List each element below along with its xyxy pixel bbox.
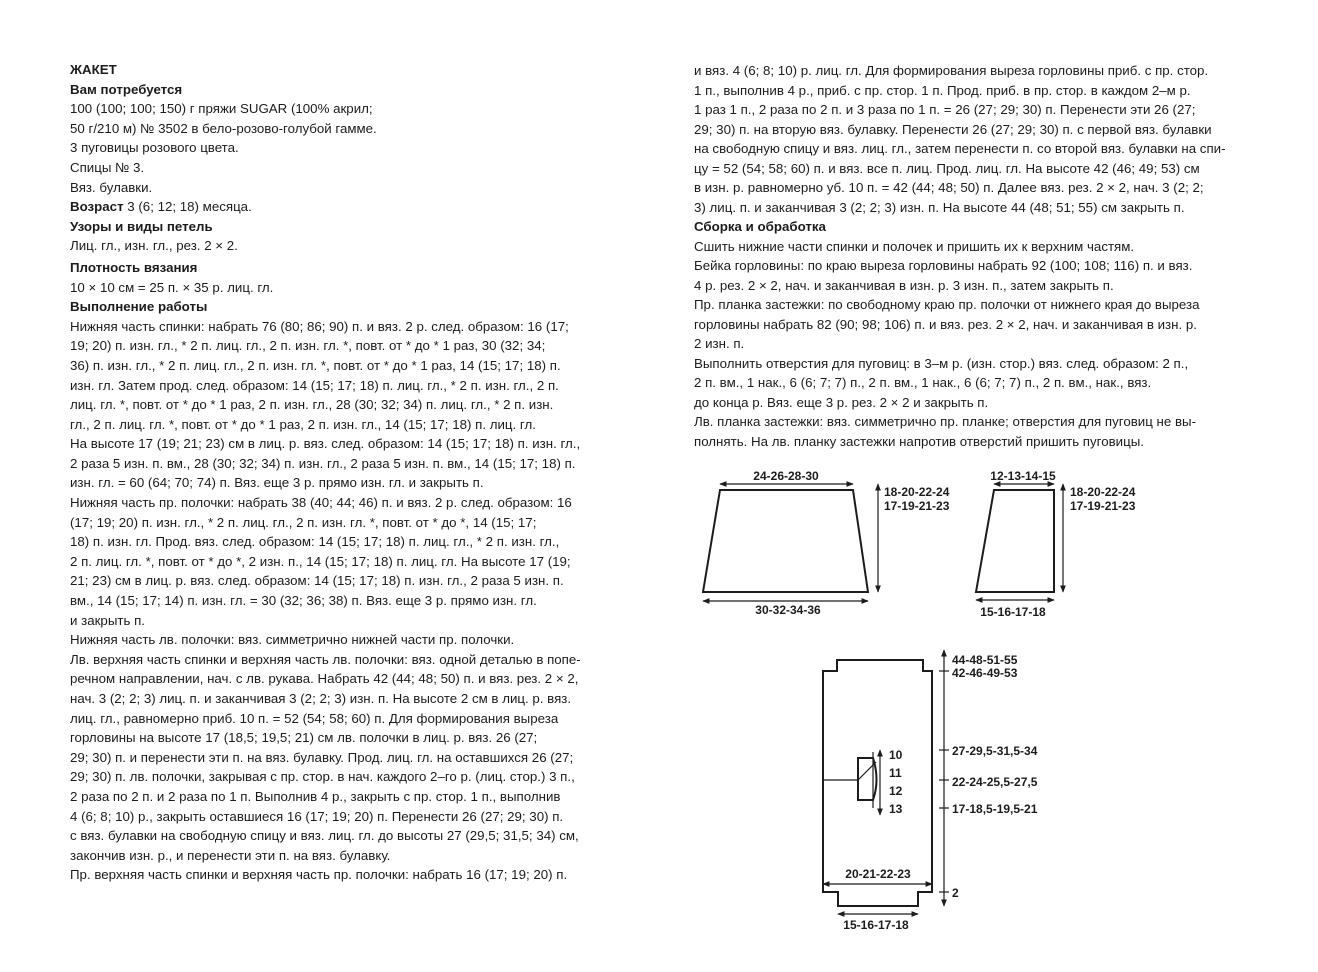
back-top-width: 24-26-28-30	[753, 469, 819, 483]
text-line: 4 р. рез. 2 × 2, нач. и заканчивая в изн. р. 3 изн. п., затем закрыть п.	[694, 277, 1114, 293]
back-bottom-width: 30-32-34-36	[755, 603, 821, 617]
text-line: 2 раза по 2 п. и 2 раза по 1 п. Выполнив 4 р., закрыть с пр. стор. 1 п., выполнив	[70, 788, 561, 804]
text-line: Нижняя часть лв. полочки: вяз. симметрично нижней части пр. полочки.	[70, 632, 515, 648]
text-line: нач. 3 (2; 2; 3) лиц. п. и заканчивая 3 (2; 2; 3) изн. п. На высоте 2 см в лиц. р. вяз.	[70, 691, 572, 706]
text-line: лиц. гл. *, повт. от * до * 1 раз, 2 п. изн. гл., 28 (30; 32; 34) п. лиц. гл., * 2 п. изн.	[70, 397, 554, 413]
text-line: цу = 52 (54; 58; 60) п. и вяз. все п. лиц. Прод. лиц. гл. На высоте 42 (46; 49; 53) см	[694, 160, 1200, 176]
text-line: 3 пуговицы розового цвета.	[70, 140, 239, 156]
text-line: Спицы № 3.	[70, 159, 145, 175]
text-line: до конца р. Вяз. еще 3 р. рез. 2 × 2 и закрыть п.	[694, 394, 989, 410]
text-line: гл., 2 п. лиц. гл. *, повт. от * до * 1 раз, 2 п. изн. гл., 14 (15; 17; 18) п. лиц. гл.	[70, 416, 536, 432]
text-line: Выполнить отверстия для пуговиц: в 3–м р. (изн. стор.) вяз. след. образом: 2 п.,	[694, 355, 1189, 371]
text-line: 29; 30) п. лв. полочки, закрывая с пр. стор. в нач. каждого 2–го р. (лиц. стор.) 3 п.,	[70, 769, 575, 785]
text-line: 2 п. лиц. гл. *, повт. от * до *, 2 изн. п., 14 (15; 17; 18) п. лиц. гл. На высоте 17 (19;	[70, 553, 571, 569]
text-line: 18) п. изн. гл. Прод. вяз. след. образом: 14 (15; 17; 18) п. лиц. гл., * 2 п. изн. гл.,	[70, 534, 560, 550]
text-line: лиц. гл., равномерно приб. 10 п. = 52 (54; 58; 60) п. Для формирования выреза	[70, 710, 559, 726]
neck-step-4: 13	[889, 802, 903, 816]
text-line: закончив изн. р., и перенести эти п. на вяз. булавку.	[70, 847, 391, 863]
text-line: Сшить нижние части спинки и полочек и пришить их к верхним частям.	[694, 238, 1135, 254]
front-height-2: 17-19-21-23	[1070, 499, 1136, 513]
text-line: полнять. На лв. планку застежки напротив отверстий пришить пуговицы.	[694, 433, 1144, 449]
text-line: Лиц. гл., изн. гл., рез. 2 × 2.	[70, 238, 238, 254]
text-line: Лв. планка застежки: вяз. симметрично пр. планке; отверстия для пуговиц не вы-	[694, 414, 1197, 429]
text-line: 50 г/210 м) № 3502 в бело-розово-голубой гамме.	[70, 120, 377, 136]
text-line: и вяз. 4 (6; 8; 10) р. лиц. гл. Для формирования выреза горловины приб. с пр. стор.	[694, 63, 1209, 78]
text-line: 100 (100; 100; 150) г пряжи SUGAR (100% акрил;	[70, 101, 373, 117]
text-line: 19; 20) п. изн. гл., * 2 п. лиц. гл., 2 п. изн. гл. *, повт. от * до * 1 раз, 30 (32; 34;	[70, 338, 546, 354]
text-line: 2 п. вм., 1 нак., 6 (6; 7; 7) п., 2 п. вм., 1 нак., 6 (6; 7; 7) п., 2 п. вм., нак., вяз.	[694, 375, 1152, 390]
neck-step-3: 12	[889, 784, 903, 798]
section-heading: Узоры и виды петель	[70, 218, 213, 234]
text-line: с вяз. булавки на свободную спицу и вяз. лиц. гл. до высоты 27 (29,5; 31,5; 34) см,	[70, 828, 579, 844]
section-heading: Вам потребуется	[70, 81, 183, 97]
upper-height-low: 17-18,5-19,5-21	[952, 802, 1038, 816]
text-line: 29; 30) п. на вторую вяз. булавку. Перенести 26 (27; 29; 30) п. с первой вяз. булавки	[694, 121, 1212, 137]
text-line: Нижняя часть спинки: набрать 76 (80; 86; 90) п. и вяз. 2 р. след. образом: 16 (17;	[70, 318, 569, 334]
upper-height-total-1: 44-48-51-55	[952, 653, 1018, 667]
back-lower-diagram	[703, 469, 950, 617]
front-height-1: 18-20-22-24	[1070, 485, 1136, 499]
text-line: на свободную спицу и вяз. лиц. гл., затем перенести п. со второй вяз. булавки на спи-	[694, 141, 1226, 156]
text-line: Нижняя часть пр. полочки: набрать 38 (40; 44; 46) п. и вяз. 2 р. след. образом: 16	[70, 495, 572, 511]
upper-body-width: 20-21-22-23	[845, 867, 911, 881]
text-line: Лв. верхняя часть спинки и верхняя часть лв. полочки: вяз. одной деталью в попе-	[70, 651, 581, 667]
upper-piece-diagram	[823, 650, 1038, 932]
text-line: 10 × 10 см = 25 п. × 35 р. лиц. гл.	[70, 279, 274, 295]
text-line: (17; 19; 20) п. изн. гл., * 2 п. лиц. гл., 2 п. изн. гл. *, повт. от * до *, 14 (15; 17;	[70, 514, 537, 530]
front-lower-shape	[976, 490, 1054, 592]
upper-height-mid: 22-24-25,5-27,5	[952, 775, 1038, 789]
front-lower-diagram	[976, 469, 1136, 619]
front-top-width: 12-13-14-15	[990, 469, 1056, 483]
text-line: Вяз. булавки.	[70, 179, 153, 195]
back-height-2: 17-19-21-23	[884, 499, 950, 513]
text-line: Возраст 3 (6; 12; 18) месяца.	[70, 199, 252, 215]
text-line: 36) п. изн. гл., * 2 п. лиц. гл., 2 п. изн. гл. *, повт. от * до * 1 раз, 14 (15; 17; 18) п.	[70, 357, 561, 373]
upper-cuff-width: 15-16-17-18	[843, 918, 909, 932]
text-line: 1 раз 1 п., 2 раза по 2 п. и 3 раза по 1 п. = 26 (27; 29; 30) п. Перенести эти 26 (27;	[694, 102, 1196, 117]
text-line: На высоте 17 (19; 21; 23) см в лиц. р. вяз. след. образом: 14 (15; 17; 18) п. изн. гл.,	[70, 436, 581, 452]
text-line: 4 (6; 8; 10) р., закрыть оставшиеся 16 (17; 19; 20) п. Перенести 26 (27; 29; 30) п.	[70, 808, 564, 824]
text-line: вм., 14 (15; 17; 14) п. изн. гл. = 30 (32; 36; 38) п. Вяз. еще 3 р. прямо изн. гл.	[70, 593, 537, 609]
text-line: изн. гл. Затем прод. след. образом: 14 (15; 17; 18) п. лиц. гл., * 2 п. изн. гл., 2 п.	[70, 377, 559, 393]
upper-height-rib: 2	[952, 886, 959, 900]
text-line: 21; 23) см в лиц. р. вяз. след. образом: 14 (15; 17; 18) п. изн. гл., 2 раза 5 изн. п.	[70, 573, 564, 589]
text-line: 2 изн. п.	[694, 336, 745, 351]
upper-height-neck: 27-29,5-31,5-34	[952, 744, 1038, 758]
back-height-1: 18-20-22-24	[884, 485, 950, 499]
section-heading: ЖАКЕТ	[70, 62, 117, 77]
text-line: Пр. верхняя часть спинки и верхняя часть пр. полочки: набрать 16 (17; 19; 20) п.	[70, 867, 568, 883]
section-heading: Плотность вязания	[70, 259, 198, 275]
text-line: горловины набрать 82 (90; 98; 106) п. и вяз. рез. 2 × 2, нач. и заканчивая в изн. р.	[694, 316, 1197, 332]
text-line: речном направлении, нач. с лв. рукава. Набрать 42 (44; 48; 50) п. и вяз. рез. 2 × 2,	[70, 671, 579, 687]
text-line: 3) лиц. п. и заканчивая 3 (2; 2; 3) изн. п. На высоте 44 (48; 51; 55) см закрыть п.	[694, 199, 1185, 215]
text-line: 1 п., выполнив 4 р., приб. с пр. стор. 1 п. Прод. приб. в пр. стор. в каждом 2–м р.	[694, 82, 1191, 98]
text-line: Бейка горловины: по краю выреза горловины набрать 92 (100; 108; 116) п. и вяз.	[694, 258, 1193, 273]
neck-step-1: 10	[889, 748, 903, 762]
text-line: Пр. планка застежки: по свободному краю пр. полочки от нижнего края до выреза	[694, 297, 1200, 312]
text-line: 29; 30) п. и перенести эти п. на вяз. булавку. Прод. лиц. гл. на оставшихся 26 (27;	[70, 749, 574, 765]
text-line: 2 раза 5 изн. п. вм., 28 (30; 32; 34) п. изн. гл., 2 раза 5 изн. п. вм., 14 (15; 17; 18) п.	[70, 455, 576, 471]
text-line: горловины на высоте 17 (18,5; 19,5; 21) см лв. полочки в лиц. р. вяз. 26 (27;	[70, 730, 538, 746]
neck-step-2: 11	[889, 766, 902, 780]
text-line: в изн. р. равномерно уб. 10 п. = 42 (44; 48; 50) п. Далее вяз. рез. 2 × 2, нач. 3 (2; 2;	[694, 180, 1204, 195]
back-lower-shape	[703, 490, 868, 592]
text-line: изн. гл. = 60 (64; 70; 74) п. Вяз. еще 3 р. прямо изн. гл. и закрыть п.	[70, 475, 484, 491]
front-bottom-width: 15-16-17-18	[980, 605, 1046, 619]
section-heading: Сборка и обработка	[694, 219, 826, 234]
upper-height-total-2: 42-46-49-53	[952, 666, 1018, 680]
section-heading: Выполнение работы	[70, 299, 208, 315]
text-line: и закрыть п.	[70, 612, 145, 628]
